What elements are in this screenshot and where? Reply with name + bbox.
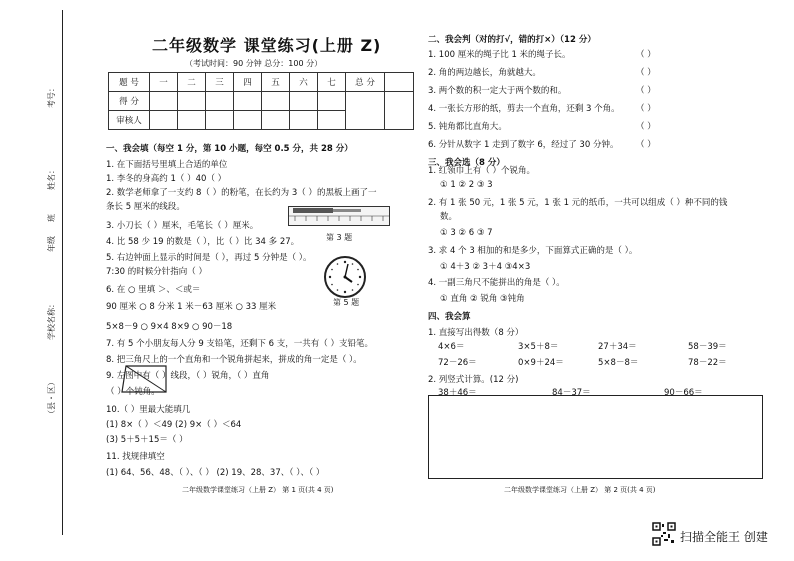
judge-item: 6. 分针从数字 1 走到了数字 6，经过了 30 分钟。	[428, 140, 619, 150]
page-title: 二年级数学 课堂练习(上册 Z)	[152, 36, 382, 55]
choice-line: 数。	[440, 212, 458, 222]
score-header-cell: 六	[290, 73, 318, 92]
choice-line: 2. 有 1 张 50 元，1 张 5 元，1 张 1 元的纸币，一共可以组成（ ）种不同的钱	[428, 198, 728, 208]
score-table	[108, 72, 414, 130]
choice-options: ① 直角 ② 锐角 ③钝角	[440, 294, 525, 304]
section-title: 一、我会填（每空 1 分，第 10 小题，每空 0.5 分，共 28 分）	[106, 144, 353, 154]
judge-item: 3. 两个数的积一定大于两个数的和。	[428, 86, 567, 96]
clock-figure	[324, 256, 366, 298]
question-line: 条长 5 厘米的线段。	[106, 202, 185, 212]
question-line: 4. 比 58 少 19 的数是（ ），比（ ）比 34 多 27。	[106, 237, 300, 247]
side-label-county: （县・区）	[47, 378, 56, 418]
answer-paren: （ ）	[636, 140, 656, 150]
side-label-school: 学校名称：	[47, 300, 56, 340]
question-line: (3) 5＋5＋15＝（ ）	[106, 435, 188, 445]
score-empty-cell	[385, 73, 414, 92]
judge-item: 5. 钝角都比直角大。	[428, 122, 507, 132]
page-footer: 二年级数学课堂练习（上册 Z） 第 1 页(共 4 页)	[182, 486, 334, 494]
question-line: 2. 数学老师拿了一支约 8（ ）的粉笔，在长约为 3（ ）的黑板上画了一	[106, 188, 377, 198]
score-row-label: 得 分	[109, 92, 150, 111]
page-footer: 二年级数学课堂练习（上册 Z） 第 2 页(共 4 页)	[504, 486, 656, 494]
scanner-watermark: 扫描全能王 创建	[680, 530, 768, 544]
question-line: 7. 有 5 个小朋友每人分 9 支铅笔，还剩下 6 支，一共有（ ）支铅笔。	[106, 339, 373, 349]
question-line: （ ）个钝角。	[106, 387, 160, 397]
answer-paren: （ ）	[636, 86, 656, 96]
score-header-cell: 七	[318, 73, 346, 92]
side-label-class: 班	[47, 214, 56, 222]
calc-item: 27＋34＝	[598, 342, 637, 352]
judge-item: 4. 一张长方形的纸，剪去一个直角，还剩 3 个角。	[428, 104, 620, 114]
calc-item: 72－26＝	[438, 358, 477, 368]
choice-line: 3. 求 4 个 3 相加的和是多少，下面算式正确的是（ ）。	[428, 246, 638, 256]
calc-title: 1. 直接写出得数（8 分）	[428, 328, 524, 338]
binding-line	[62, 10, 63, 535]
qr-code-icon	[652, 522, 676, 546]
score-header-cell: 二	[178, 73, 206, 92]
choice-options: ① 1 ② 2 ③ 3	[440, 180, 493, 190]
total-score-cell	[346, 92, 385, 130]
question-line: 3. 小刀长（ ）厘米，毛笔长（ ）厘米。	[106, 221, 259, 231]
exam-info: （考试时间：90 分钟 总分：100 分）	[185, 59, 323, 68]
question-line: 90 厘米 ○ 8 分米 1 米－63 厘米 ○ 33 厘米	[106, 302, 277, 312]
side-label-exam-no: 考号：	[47, 84, 56, 108]
calc-item: 5×8－8＝	[598, 358, 639, 368]
question-line: 6. 在 ○ 里填 ＞、＜或＝	[106, 285, 201, 295]
calc-item: 4×6＝	[438, 342, 465, 352]
trapezoid-figure	[120, 364, 168, 394]
answer-box[interactable]	[428, 395, 763, 479]
calc-item: 0×9＋24＝	[518, 358, 564, 368]
vertical-calc-item: 38＋46＝	[438, 388, 477, 398]
vertical-calc-item: 90－66＝	[664, 388, 703, 398]
answer-paren: （ ）	[636, 50, 656, 60]
question-line: 8. 把三角尺上的一个直角和一个锐角拼起来，拼成的角一定是（ ）。	[106, 355, 362, 365]
question-line: 7:30 的时候分针指向（ ）	[106, 267, 207, 277]
answer-paren: （ ）	[636, 104, 656, 114]
choice-options: ① 4＋3 ② 3＋4 ③4×3	[440, 262, 531, 272]
question-line: 5×8－9 ○ 9×4 8×9 ○ 90－18	[106, 322, 233, 332]
judge-item: 1. 100 厘米的绳子比 1 米的绳子长。	[428, 50, 571, 60]
question-line: 1. 李冬的身高约 1（ ）40（ ）	[106, 174, 227, 184]
vertical-calc-title: 2. 列竖式计算。(12 分)	[428, 375, 519, 385]
side-label-grade: 年级	[47, 236, 56, 252]
vertical-calc-item: 84－37＝	[552, 388, 591, 398]
question-line: 9. 左图中有（ ）线段，（ ）锐角，（ ）直角	[106, 371, 270, 381]
score-header-cell: 五	[262, 73, 290, 92]
question-line: 1. 在下面括号里填上合适的单位	[106, 160, 228, 170]
score-header-cell: 题 号	[109, 73, 150, 92]
judge-item: 2. 角的两边越长，角就越大。	[428, 68, 541, 78]
choice-line: 4. 一副三角尺不能拼出的角是（ ）。	[428, 278, 565, 288]
ruler-figure	[288, 206, 390, 226]
score-header-cell: 一	[150, 73, 178, 92]
section-title: 三、我会选（8 分）	[428, 158, 505, 168]
calc-item: 58－39＝	[688, 342, 727, 352]
answer-paren: （ ）	[636, 68, 656, 78]
choice-line: 1. 红领巾上有（ ）个锐角。	[428, 166, 536, 176]
question-line: 11. 找规律填空	[106, 452, 165, 462]
score-header-cell: 四	[234, 73, 262, 92]
question-line: 5. 右边钟面上显示的时间是（ ），再过 5 分钟是（ ）。	[106, 253, 312, 263]
question-line: (1) 8×（ ）＜49 (2) 9×（ ）＜64	[106, 420, 242, 430]
section-title: 二、我会判（对的打√，错的打×）（12 分）	[428, 35, 596, 45]
figure-caption: 第 3 题	[326, 233, 353, 242]
calc-item: 78－22＝	[688, 358, 727, 368]
answer-paren: （ ）	[636, 122, 656, 132]
score-header-cell: 三	[206, 73, 234, 92]
question-line: (1) 64、56、48、（ ）、（ ） (2) 19、28、37、（ ）、（ ）	[106, 468, 325, 478]
choice-options: ① 3 ② 6 ③ 7	[440, 228, 493, 238]
side-label-name: 姓名：	[47, 166, 56, 190]
figure-caption: 第 5 题	[333, 298, 360, 307]
score-header-cell: 总 分	[346, 73, 385, 92]
section-title: 四、我会算	[428, 312, 471, 322]
calc-item: 3×5＋8＝	[518, 342, 559, 352]
score-row-label: 审核人	[109, 111, 150, 130]
question-line: 10.（ ）里最大能填几	[106, 405, 191, 415]
